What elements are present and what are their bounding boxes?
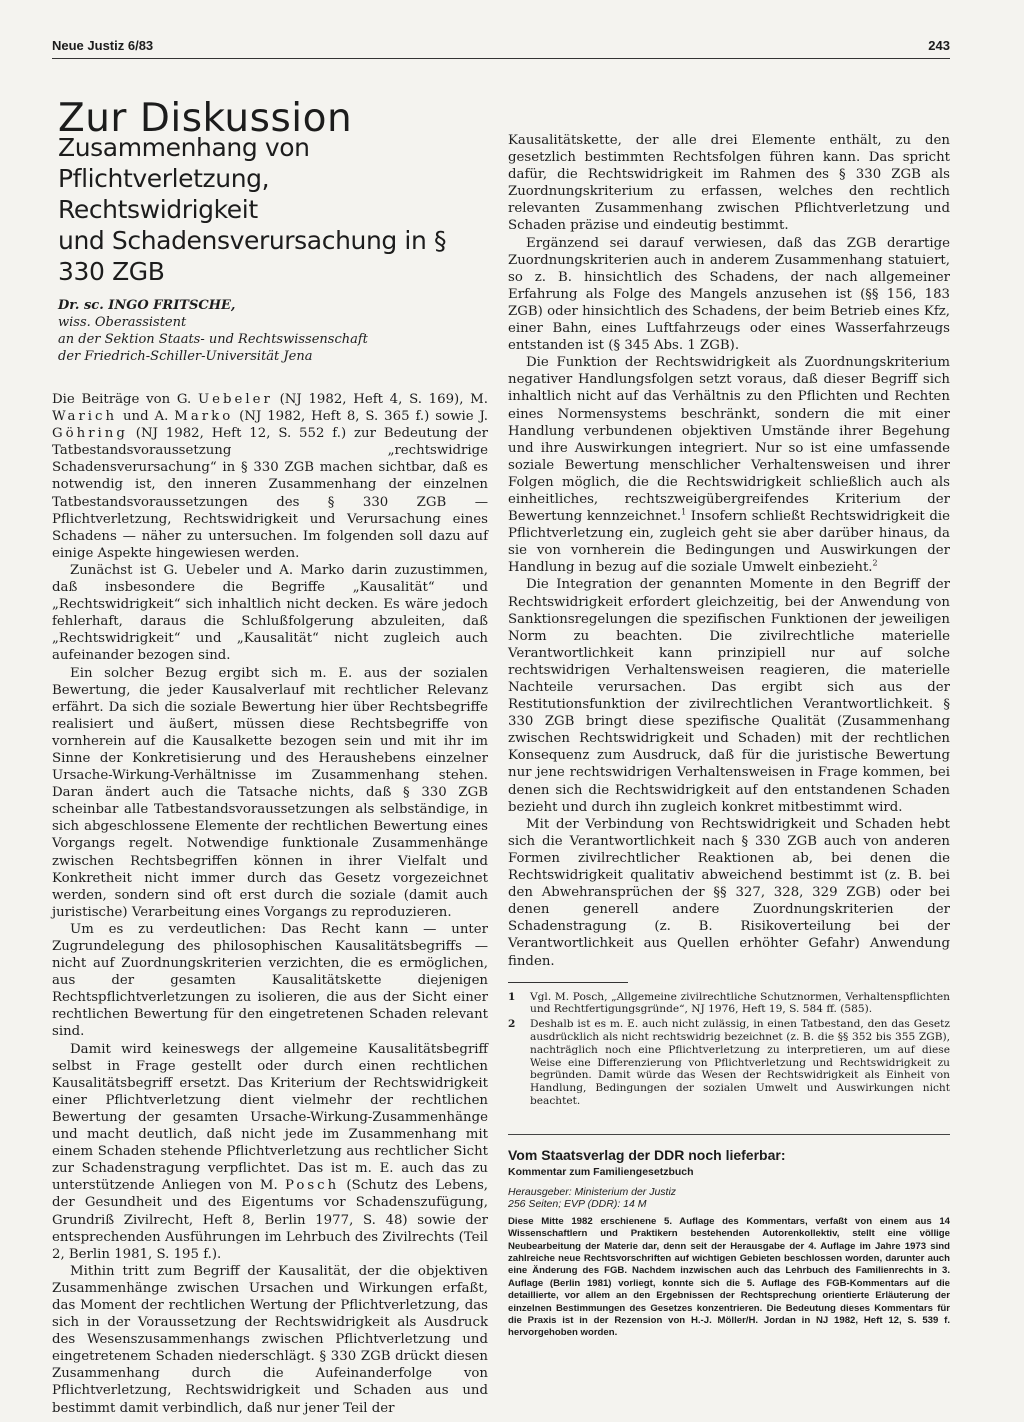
text-run: (NJ 1982, Heft 12, S. 552 f.) zur Bedeutung der Tatbestandsvoraussetzung „rechtswidrige Schadensverursachung“ in § 330 ZGB machen sichtbar, daß es notwendig ist, den inneren Zusammenhang der einzelnen Tatbestandsvoraussetzungen des § 330 ZGB — Pflichtverletzung, Rechtswidrigkeit und Verursachung eines Schadens — näher zu untersuchen. Im folgenden soll dazu auf einige Aspekte hingewiesen werden.	[52, 426, 488, 561]
footnote	[508, 991, 950, 1017]
text-run: Insofern schließt Rechtswidrigkeit die Pflichtverletzung ein, zugleich geht sie aber darüber hinaus, da sie von vornherein die Bedingungen und Auswirkungen der Handlung in bezug auf die soziale Umwelt einbezieht.	[508, 509, 951, 576]
author-affiliation: an der Sektion Staats- und Rechtswissenschaft	[58, 332, 368, 347]
paragraph: Die Integration der genannten Momente in den Begriff der Rechtswidrigkeit erfordert gleichzeitig, bei der Anwendung von Sanktionsregelungen die spezifischen Funktionen der jeweiligen Norm zu beachten. Die zivilrechtliche materielle Verantwortlichkeit kann prinzipiell nur auf solche rechtswidrigen Verhaltensweisen reagieren, die materielle Nachteile verursachen. Das ergibt sich aus der Restitutionsfunktion der zivilrechtlichen Verantwortlichkeit. § 330 ZGB bringt diese spezifische Qualität (Zusammenhang zwischen Rechtswidrigkeit und Schaden) mit der rechtlichen Konsequenz zum Ausdruck, daß für die juristische Bewertung nur jene rechtswidrigen Verhaltensweisen in Frage kommen, bei denen sich die Rechtswidrigkeit auf den entstandenen Schaden bezieht und durch ihn zugleich konkret mitbestimmt wird.	[508, 577, 950, 815]
header-rule	[52, 58, 950, 59]
footnote-number: 1	[508, 990, 516, 1003]
paragraph	[52, 1041, 488, 1263]
section-title: Zur Diskussion	[58, 96, 353, 142]
author-reference: Göhring	[52, 426, 128, 442]
author-reference: Marko	[174, 409, 234, 425]
text-run: Damit wird keineswegs der allgemeine Kausalitätsbegriff selbst in Frage gestellt oder durch einen rechtlichen Kausalitätsbegriff ersetzt. Das Kriterium der Rechtswidrigkeit einer Pflichtverletzung dient vielmehr der rechtlichen Bewertung der gesamten Ursache-Wirkung-Zusammenhänge und macht deutlich, daß nicht jede im Zusammenhang mit einem Schaden stehende Pflichtverletzung aus rechtlicher Sicht zur Schadenstragung verpflichtet. Das ist m. E. auch das zu unterstützende Anliegen von M.	[52, 1041, 488, 1194]
article-title-line: Rechtswidrigkeit	[58, 195, 258, 224]
advert-body: Diese Mitte 1982 erschienene 5. Auflage des Kommentars, verfaßt von einem aus 14 Wissenschaftlern und Praktikern bestehenden Autorenkollektiv, stellt eine völlige Neubearbeitung der Materie dar, denn seit der Herausgabe der 4. Auflage im Jahre 1973 sind zahlreiche neue Rechtsvorschriften auf wichtigen Gebieten beschlossen worden, darunter auch eine Änderung des FGB. Nachdem inzwischen auch das Lehrbuch des Familienrechts in 3. Auflage (Berlin 1981) vorliegt, konnte sich die 5. Auflage des FGB-Kommentars auf die detaillierte, vor allem an den Ergebnissen der Rechtsprechung orientierte Erläuterung der einzelnen Bestimmungen des Gesetzes konzentrieren. Die Bedeutung dieses Kommentars für die Praxis ist in der Rezension von H.-J. Möller/H. Jordan in NJ 1982, Heft 12, S. 539 f. hervorgehoben worden.	[508, 1215, 950, 1339]
footnote-number: 2	[508, 1018, 516, 1031]
text-run: (NJ 1982, Heft 4, S. 169), M.	[272, 392, 488, 407]
right-column	[508, 132, 950, 1340]
author-name: Dr. sc. INGO FRITSCHE,	[58, 298, 236, 313]
paragraph: Ein solcher Bezug ergibt sich m. E. aus der sozialen Bewertung, die jeder Kausalverlauf mit rechtlicher Relevanz erfährt. Da sich die soziale Bewertung hier über Rechtsbegriffe realisiert und äußert, müssen diese Rechtsbegriffe von vornherein auf die Kausalkette bezogen sein und mit ihr im Sinne der Konkretisierung und des Heraushebens einzelner Ursache-Wirkung-Verhältnisse im Zusammenhang stehen. Daran ändert auch die Tatsache nichts, daß § 330 ZGB scheinbar alle Tatbestandsvoraussetzungen als selbständige, in sich abgeschlossene Elemente der rechtlichen Bewertung eines Vorgangs regelt. Notwendige funktionale Zusammenhänge zwischen Rechtsbegriffen können in ihrer Vielfalt und Konkretheit nicht immer durch das Gesetz vorgezeichnet werden, sondern sind oft erst durch die soziale (damit auch juristische) Verarbeitung eines Vorgangs zu reproduzieren.	[52, 665, 488, 920]
running-head	[52, 38, 950, 53]
article-title-line: Zusammenhang von Pflichtverletzung,	[58, 133, 310, 193]
text-run: (NJ 1982, Heft 8, S. 365 f.) sowie J.	[233, 409, 488, 425]
advert-pages-price: 256 Seiten; EVP (DDR): 14 M	[508, 1197, 647, 1210]
footnote-text: Vgl. M. Posch, „Allgemeine zivilrechtliche Schutznormen, Verhaltenspflichten und Rechtfertigungsgründe“, NJ 1976, Heft 19, S. 584 ff. (585).	[530, 990, 950, 1016]
left-column	[52, 132, 488, 1417]
paragraph: Mit der Verbindung von Rechtswidrigkeit und Schaden hebt sich die Verantwortlichkeit nach § 330 ZGB auch von anderen Formen zivilrechtlicher Reaktionen ab, bei denen die Rechtswidrigkeit qualitativ abweichend bestimmt ist (z. B. bei den Abwehransprüchen der §§ 327, 328, 329 ZGB) oder bei denen generell andere Zuordnungskriterien der Schadenstragung (z. B. Risikoverteilung bei der Verantwortlichkeit aus Quellen erhöhter Gefahr) Anwendung finden.	[508, 816, 950, 969]
page-number: 243	[928, 38, 950, 53]
advert-meta	[508, 1186, 950, 1210]
author-role: wiss. Oberassistent	[58, 315, 187, 330]
paragraph	[508, 354, 950, 576]
text-run: Die Funktion der Rechtswidrigkeit als Zuordnungskriterium negativer Handlungsfolgen setzt voraus, daß dieser Begriff sich inhaltlich nicht auf das Verhältnis zu den Pflichten und Rechten eines Normensystems beschränkt, sondern die mit einer Handlung verbundenen objektiven Umstände ihrer Begehung und ihre Auswirkungen integriert. Nur so ist eine umfassende soziale Bewertung menschlicher Verhaltensweisen und ihrer Folgen möglich, die die Rechtswidrigkeit schließlich auch als einheitliches, rechtszweigübergreifendes Kriterium der Bewertung kennzeichnet.	[508, 355, 950, 525]
paragraph: Kausalitätskette, der alle drei Elemente enthält, zu den gesetzlich bestimmten Rechtsfolgen führen kann. Das spricht dafür, die Rechtswidrigkeit im Rahmen des § 330 ZGB als Zuordnungskriterium zu erfassen, welches den rechtlich relevanten Zusammenhang zwischen Pflichtverletzung und Schaden präzise und eindeutig bestimmt.	[508, 133, 950, 234]
paragraph: Mithin tritt zum Begriff der Kausalität, der die objektiven Zusammenhänge zwischen Ursachen und Wirkungen erfaßt, das Moment der rechtlichen Wertung der Pflichtverletzung, das sich in der Voraussetzung der Rechtswidrigkeit als Ausdruck des Wesenszusammenhangs zwischen Pflichtverletzung und eingetretenem Schaden niederschlägt. § 330 ZGB drückt diesen Zusammenhang durch die Aufeinanderfolge von Pflichtverletzung, Rechtswidrigkeit und Schaden aus und bestimmt damit verbindlich, daß nur jener Teil der	[52, 1263, 488, 1416]
advert-box	[508, 1147, 950, 1340]
article-title-line: und Schadensverursachung in § 330 ZGB	[58, 226, 447, 286]
journal-issue: Neue Justiz 6/83	[52, 38, 154, 53]
text-run: und A.	[117, 409, 175, 425]
text-run: Die Beiträge von G.	[52, 392, 198, 407]
advert-rule	[508, 1134, 950, 1135]
author-reference: Warich	[52, 409, 118, 425]
author-reference: Uebeler	[197, 392, 273, 407]
advert-title: Vom Staatsverlag der DDR noch lieferbar:	[508, 1146, 786, 1163]
footnote-rule	[508, 982, 628, 983]
author-reference: Posch	[284, 1178, 340, 1194]
paragraph	[52, 391, 488, 562]
advert-subtitle: Kommentar zum Familiengesetzbuch	[508, 1165, 694, 1178]
author-byline	[58, 297, 488, 365]
author-affiliation: der Friedrich-Schiller-Universität Jena	[58, 349, 313, 364]
paragraph: Ergänzend sei darauf verwiesen, daß das ZGB derartige Zuordnungskriterien auch in anderem Zusammenhang statuiert, so z. B. hinsichtlich des Schadens, der nach allgemeiner Erfahrung als Folge des Mangels anzusehen ist (§§ 156, 183 ZGB) oder hinsichtlich des Schadens, der beim Betrieb eines Kfz, einer Bahn, eines Luftfahrzeugs oder eines Wasserfahrzeugs entstanden ist (§ 345 Abs. 1 ZGB).	[508, 235, 950, 354]
article-title	[58, 132, 488, 287]
advert-editor: Herausgeber: Ministerium der Justiz	[508, 1185, 677, 1198]
footnote-text: Deshalb ist es m. E. auch nicht zulässig, in einen Tatbestand, den das Gesetz ausdrücklich als nicht rechtswidrig bezeichnet (z. B. die §§ 352 bis 355 ZGB), nachträglich noch eine Pflichtverletzung zu interpretieren, um auf diese Weise eine Differenzierung von Pflichtverletzung und Rechtswidrigkeit zu begründen. Damit würde das Wesen der Rechtswidrigkeit als Einheit von Handlung, Bedingungen der sozialen Umwelt und Auswirkungen nicht beachtet.	[530, 1018, 950, 1107]
footnotes	[508, 991, 950, 1108]
footnote-marker[interactable]: 1	[681, 507, 687, 517]
paragraph: Zunächst ist G. Uebeler und A. Marko darin zuzustimmen, daß insbesondere die Begriffe „Kausalität“ und „Rechtswidrigkeit“ sich inhaltlich nicht decken. Es wäre jedoch fehlerhaft, daraus die Schlußfolgerung abzuleiten, daß „Rechtswidrigkeit“ und „Kausalität“ nicht zugleich auch aufeinander bezogen sind.	[52, 562, 488, 664]
text-run: (Schutz des Lebens, der Gesundheit und des Eigentums vor Schadenszufügung, Grundriß Zivilrecht, Heft 8, Berlin 1977, S. 48) sowie der entsprechenden Ausführungen im Lehrbuch des Zivilrechts (Teil 2, Berlin 1981, S. 195 f.).	[52, 1178, 489, 1262]
footnote-marker[interactable]: 2	[872, 558, 878, 568]
footnote	[508, 1018, 950, 1108]
paragraph: Um es zu verdeutlichen: Das Recht kann — unter Zugrundelegung des philosophischen Kausalitätsbegriffs — nicht auf Zuordnungskriterien verzichten, die es ermöglichen, aus der gesamten Kausalitätskette diejenigen Rechtspflichtverletzungen zu isolieren, die aus der Sicht einer rechtlichen Bewertung für den eingetretenen Schaden relevant sind.	[52, 921, 488, 1040]
